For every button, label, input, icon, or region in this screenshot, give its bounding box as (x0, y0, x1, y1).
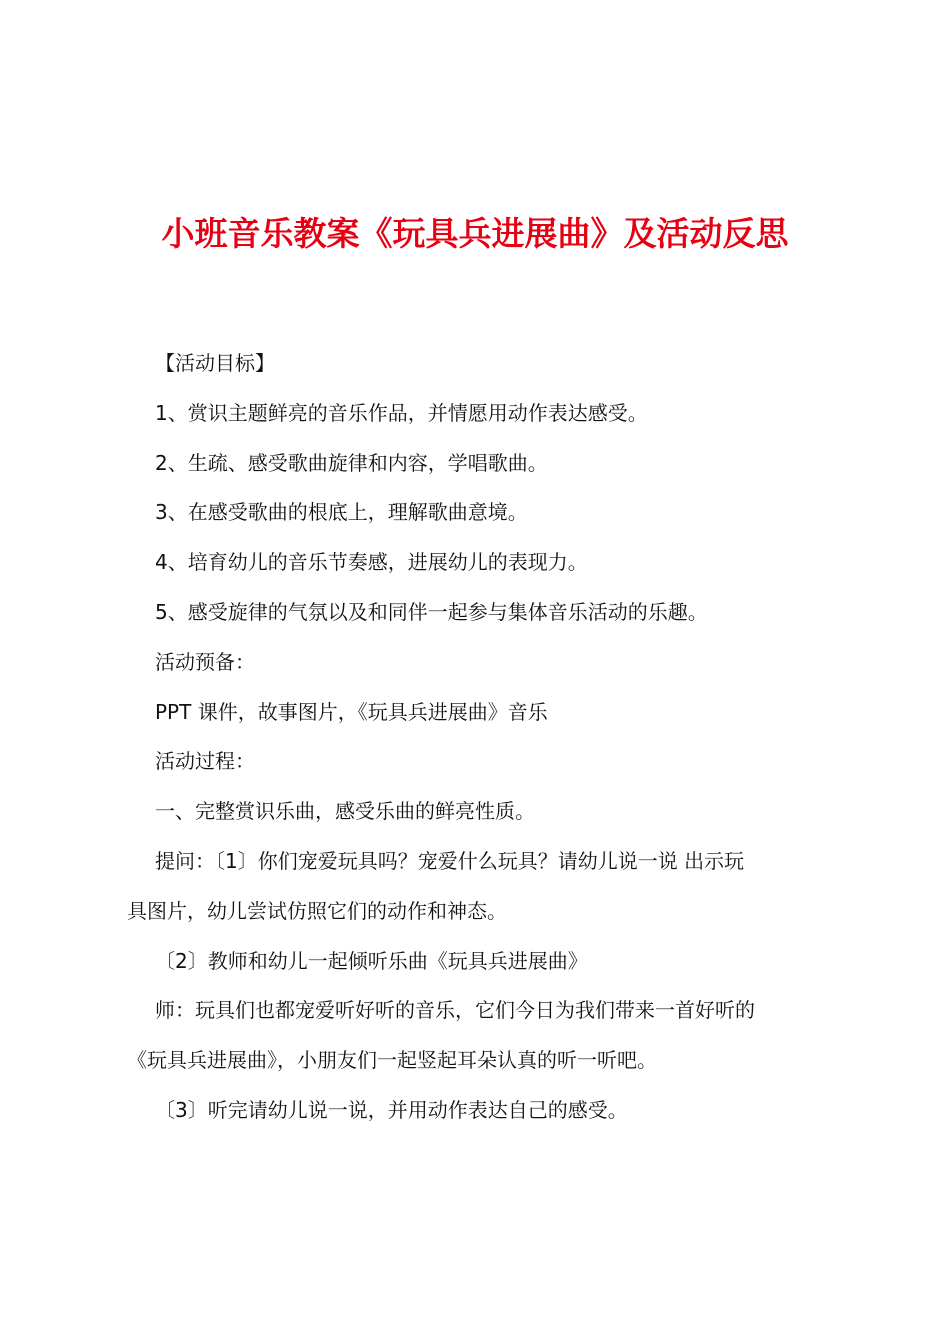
goal-item-3: 3、在感受歌曲的根底上，理解歌曲意境。 (155, 500, 528, 525)
document-body (127, 339, 837, 1136)
heading-preparation: 活动预备： (155, 649, 255, 674)
goal-item-5: 5、感受旋律的气氛以及和同伴一起参与集体音乐活动的乐趣。 (155, 599, 708, 624)
teacher-line-2: 《玩具兵进展曲》，小朋友们一起竖起耳朵认真的听一听吧。 (127, 1048, 657, 1073)
question-1-paragraph (127, 837, 837, 937)
teacher-paragraph (127, 986, 837, 1086)
document-title: 小班音乐教案《玩具兵进展曲》及活动反思 (161, 214, 789, 253)
goal-item-2: 2、生疏、感受歌曲旋律和内容，学唱歌曲。 (155, 450, 548, 475)
question-3-paragraph: 〔3〕听完请幼儿说一说，并用动作表达自己的感受。 (155, 1097, 628, 1122)
heading-process: 活动过程： (155, 749, 255, 774)
question-1-line-2: 具图片，幼儿尝试仿照它们的动作和神态。 (127, 898, 507, 923)
question-1-line-1: 提问：〔1〕你们宠爱玩具吗？宠爱什么玩具？请幼儿说一说 出示玩 (155, 848, 745, 873)
goal-item-1: 1、赏识主题鲜亮的音乐作品，并情愿用动作表达感受。 (155, 400, 648, 425)
teacher-line-1: 师：玩具们也都宠爱听好听的音乐，它们今日为我们带来一首好听的 (155, 998, 755, 1023)
heading-activity-goals: 【活动目标】 (155, 351, 275, 375)
goal-item-4: 4、培育幼儿的音乐节奏感，进展幼儿的表现力。 (155, 550, 588, 575)
question-2-paragraph: 〔2〕教师和幼儿一起倾听乐曲《玩具兵进展曲》 (155, 948, 588, 973)
preparation-text: PPT 课件，故事图片，《玩具兵进展曲》音乐 (155, 699, 548, 724)
process-step-1: 一、完整赏识乐曲，感受乐曲的鲜亮性质。 (155, 799, 535, 824)
